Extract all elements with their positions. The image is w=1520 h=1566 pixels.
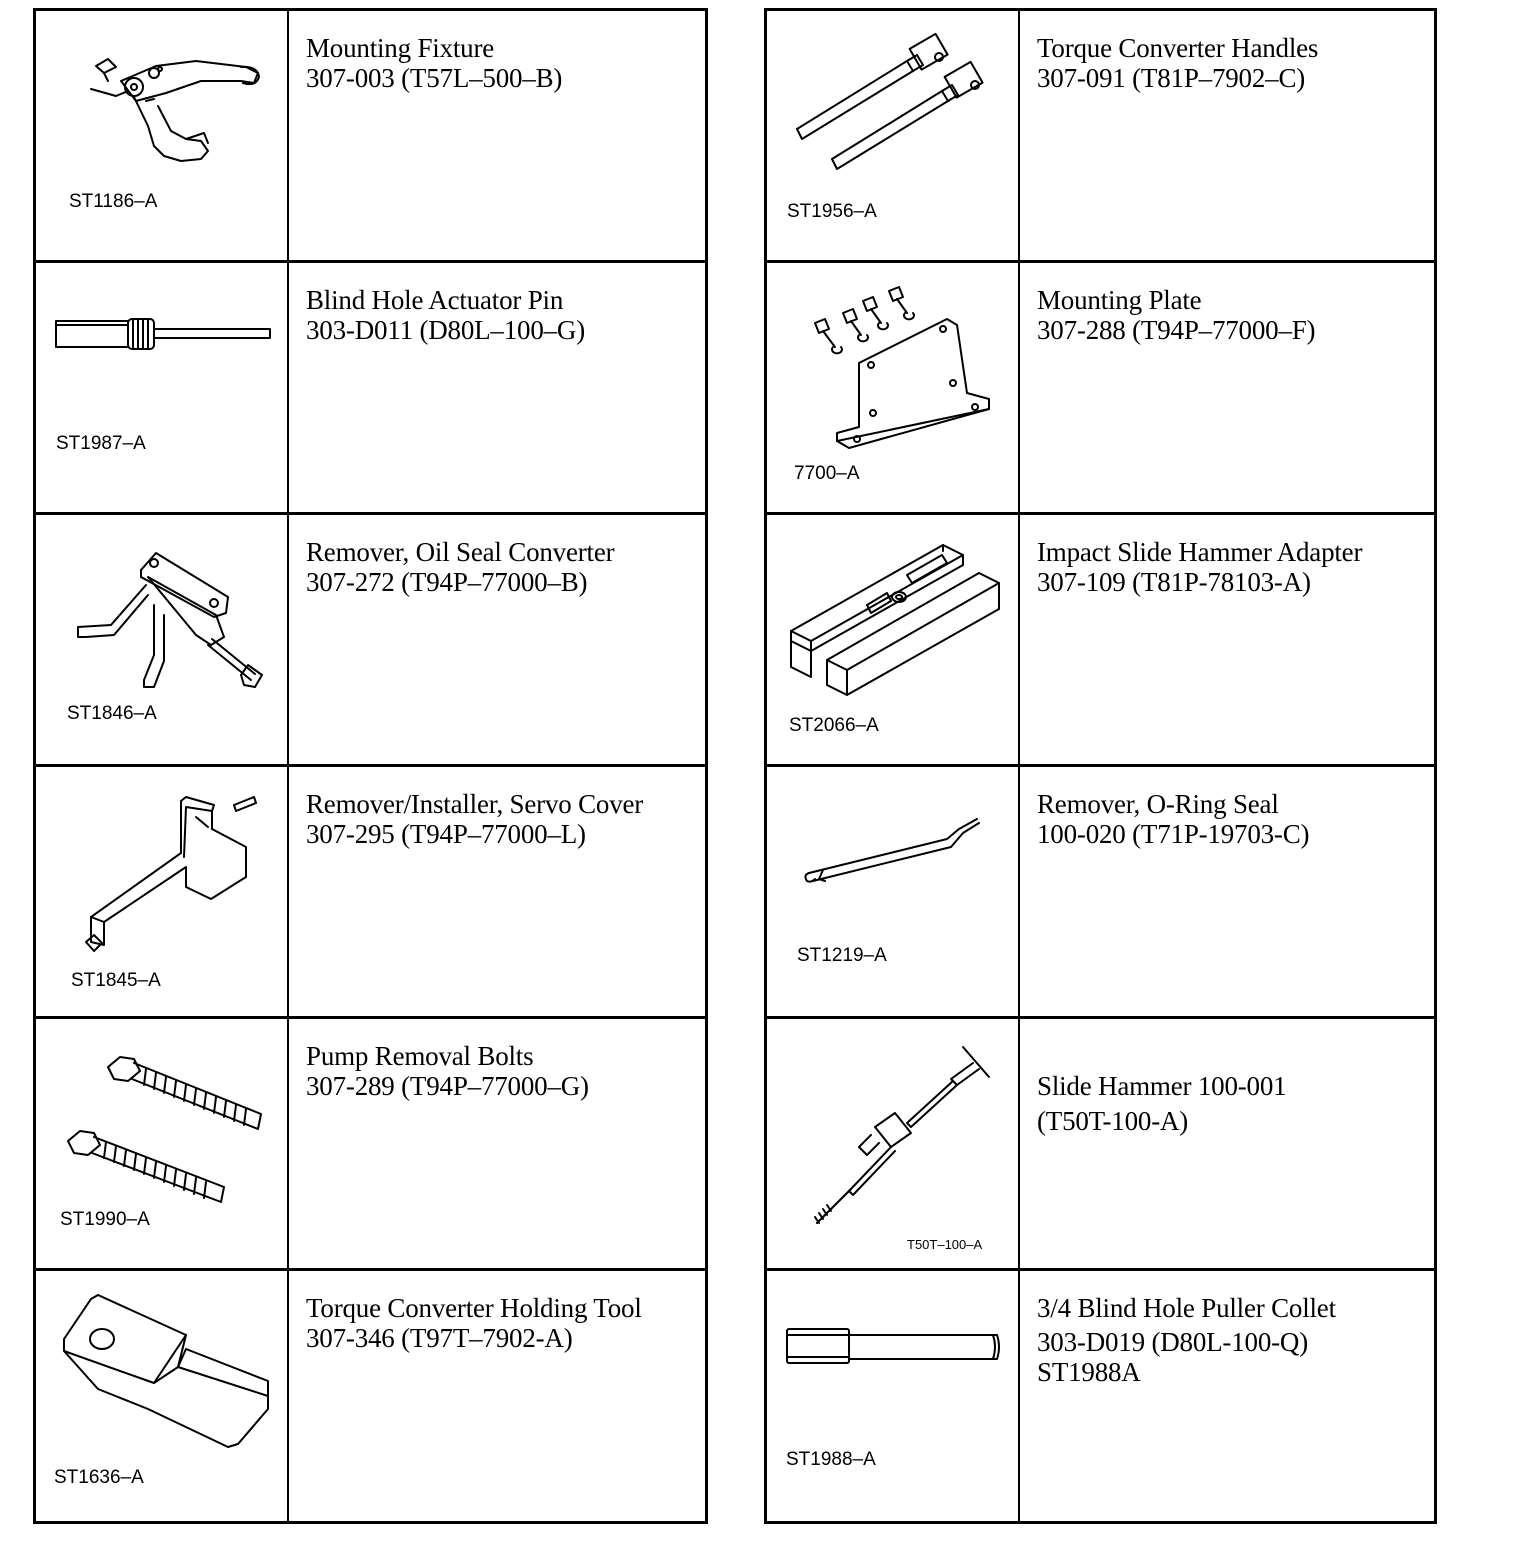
tool-figure-cell xyxy=(767,515,1020,764)
tool-row-converter-handles xyxy=(767,11,1434,263)
tool-description xyxy=(289,1019,705,1268)
tool-name: Slide Hammer 100-001 xyxy=(1037,1071,1287,1101)
tool-number: 307-003 (T57L–500–B) xyxy=(306,63,563,93)
oil-seal-remover-illustration xyxy=(36,515,286,765)
right-tool-table xyxy=(764,8,1437,1524)
left-tool-table xyxy=(33,8,708,1524)
tool-row-oil-seal-remover xyxy=(36,515,705,767)
puller-collet-illustration xyxy=(767,1271,1017,1521)
figure-code: ST1987–A xyxy=(56,433,146,454)
figure-code: ST1988–A xyxy=(786,1449,876,1470)
tool-name: 3/4 Blind Hole Puller Collet xyxy=(1037,1293,1336,1323)
tool-number: 307-272 (T94P–77000–B) xyxy=(306,567,588,597)
tool-name: Mounting Plate xyxy=(1037,285,1202,315)
figure-code: ST1636–A xyxy=(54,1467,144,1488)
tool-description xyxy=(1020,263,1434,512)
tool-figure-cell xyxy=(36,515,289,764)
converter-handles-illustration xyxy=(767,11,1017,261)
tool-number: 307-091 (T81P–7902–C) xyxy=(1037,63,1306,93)
tool-figure-cell xyxy=(36,1271,289,1523)
pump-removal-bolts-illustration xyxy=(36,1019,286,1269)
tool-figure-cell xyxy=(767,1019,1020,1268)
tool-row-mounting-plate xyxy=(767,263,1434,515)
tool-figure-cell xyxy=(36,263,289,512)
tool-row-converter-holding-tool xyxy=(36,1271,705,1523)
tool-name: Pump Removal Bolts xyxy=(306,1041,534,1071)
tool-name: Mounting Fixture xyxy=(306,33,495,63)
tool-number: 307-109 (T81P-78103-A) xyxy=(1037,567,1311,597)
actuator-pin-illustration xyxy=(36,263,286,513)
tool-number: 307-289 (T94P–77000–G) xyxy=(306,1071,589,1101)
tool-figure-cell xyxy=(767,767,1020,1016)
o-ring-seal-remover-illustration xyxy=(767,767,1017,1017)
tool-figure-cell xyxy=(36,1019,289,1268)
tool-figure-cell xyxy=(36,11,289,260)
tool-row-blind-hole-actuator-pin xyxy=(36,263,705,515)
tool-name: Remover, Oil Seal Converter xyxy=(306,537,615,567)
tool-description xyxy=(289,11,705,260)
tool-description xyxy=(1020,515,1434,764)
tool-number: 303-D011 (D80L–100–G) xyxy=(306,315,586,345)
slide-hammer-illustration xyxy=(767,1019,1017,1269)
tool-row-servo-cover-tool xyxy=(36,767,705,1019)
tool-figure-cell xyxy=(767,1271,1020,1523)
tool-number: 303-D019 (D80L-100-Q) xyxy=(1037,1327,1308,1357)
tool-figure-cell xyxy=(767,263,1020,512)
tool-row-slide-hammer-adapter xyxy=(767,515,1434,767)
tool-description xyxy=(289,767,705,1016)
figure-code: ST1186–A xyxy=(69,191,158,212)
tool-extra-code: ST1988A xyxy=(1037,1357,1141,1387)
tool-name: Impact Slide Hammer Adapter xyxy=(1037,537,1363,567)
mounting-fixture-illustration xyxy=(36,11,286,261)
figure-code: ST1956–A xyxy=(787,201,877,222)
tool-name: Blind Hole Actuator Pin xyxy=(306,285,564,315)
tool-description xyxy=(289,1271,705,1523)
tool-description xyxy=(1020,11,1434,260)
tool-number: 307-295 (T94P–77000–L) xyxy=(306,819,586,849)
tool-description xyxy=(289,263,705,512)
tool-row-blind-hole-puller-collet xyxy=(767,1271,1434,1523)
tool-description xyxy=(1020,767,1434,1016)
tool-row-o-ring-seal-remover xyxy=(767,767,1434,1019)
tool-row-mounting-fixture xyxy=(36,11,705,263)
tool-row-slide-hammer xyxy=(767,1019,1434,1271)
figure-code: T50T–100–A xyxy=(907,1237,983,1252)
figure-code: ST2066–A xyxy=(789,715,879,736)
tool-name: Remover, O-Ring Seal xyxy=(1037,789,1279,819)
figure-code: 7700–A xyxy=(794,463,860,484)
tool-number: (T50T-100-A) xyxy=(1037,1106,1189,1136)
figure-code: ST1845–A xyxy=(71,970,161,991)
tool-number: 307-346 (T97T–7902-A) xyxy=(306,1323,573,1353)
figure-code: ST1219–A xyxy=(797,945,887,966)
tool-row-pump-removal-bolts xyxy=(36,1019,705,1271)
tool-description xyxy=(1020,1019,1434,1268)
tool-figure-cell xyxy=(36,767,289,1016)
tool-description xyxy=(1020,1271,1434,1523)
tool-number: 307-288 (T94P–77000–F) xyxy=(1037,315,1316,345)
figure-code: ST1990–A xyxy=(60,1209,150,1230)
figure-code: ST1846–A xyxy=(67,703,157,724)
tool-name: Remover/Installer, Servo Cover xyxy=(306,789,644,819)
tool-figure-cell xyxy=(767,11,1020,260)
tool-name: Torque Converter Handles xyxy=(1037,33,1319,63)
tool-number: 100-020 (T71P-19703-C) xyxy=(1037,819,1310,849)
tool-description xyxy=(289,515,705,764)
tool-name: Torque Converter Holding Tool xyxy=(306,1293,642,1323)
